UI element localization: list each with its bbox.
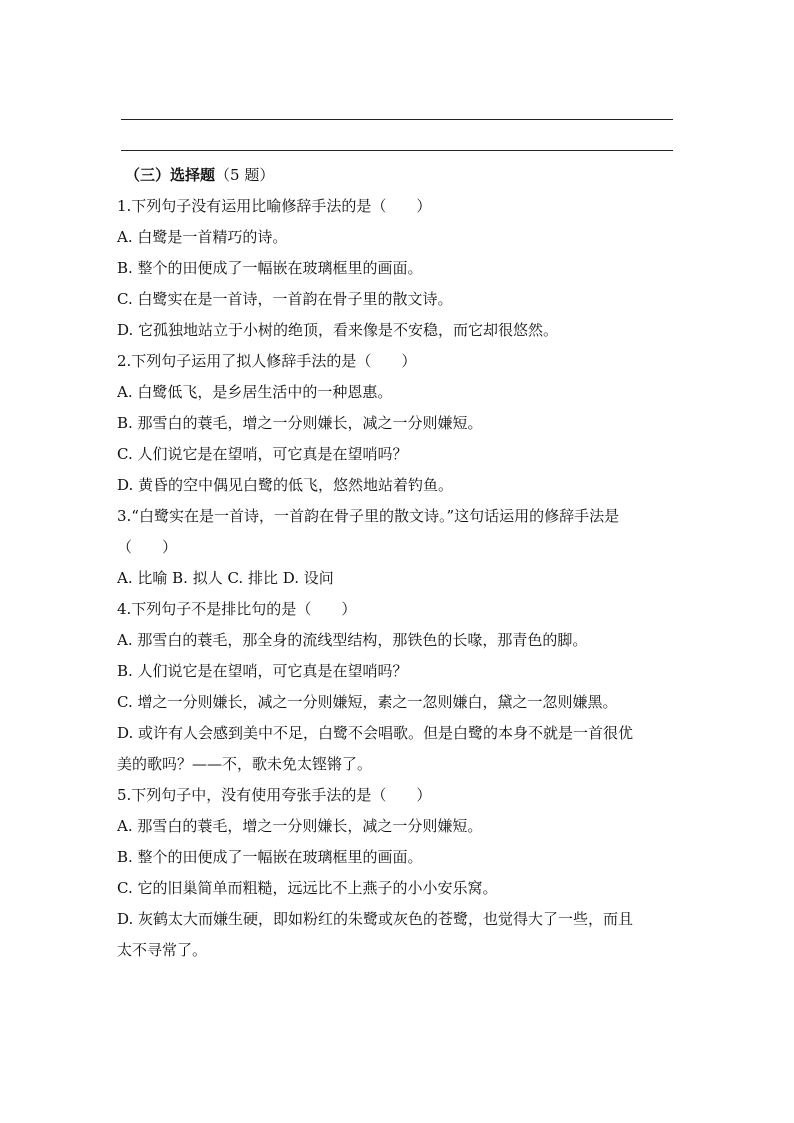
question-3-stem: 3.“白鹭实在是一首诗，一首韵在骨子里的散文诗。”这句话运用的修辞手法是 xyxy=(117,507,620,525)
section-heading xyxy=(117,160,677,191)
question-3-options[interactable]: A. 比喻 B. 拟人 C. 排比 D. 设问 xyxy=(117,569,334,587)
question-2-option-d[interactable]: D. 黄昏的空中偶见白鹭的低飞，悠然地站着钓鱼。 xyxy=(117,476,454,494)
worksheet-content xyxy=(117,160,677,966)
question-1-stem: 1.下列句子没有运用比喻修辞手法的是（ ） xyxy=(117,197,432,215)
question-5-option-d[interactable]: D. 灰鹤太大而嫌生硬，即如粉红的朱鹭或灰色的苍鹭，也觉得大了一些，而且 xyxy=(117,910,634,928)
question-2-stem: 2.下列句子运用了拟人修辞手法的是（ ） xyxy=(117,352,417,370)
second-rule-line xyxy=(121,150,673,151)
question-2-option-b[interactable]: B. 那雪白的蓑毛，增之一分则嫌长，减之一分则嫌短。 xyxy=(117,414,483,432)
question-5-option-c[interactable]: C. 它的旧巢简单而粗糙，远远比不上燕子的小小安乐窝。 xyxy=(117,879,498,897)
question-1-option-d[interactable]: D. 它孤独地站立于小树的绝顶，看来像是不安稳，而它却很悠然。 xyxy=(117,321,559,339)
question-5-stem: 5.下列句子中，没有使用夸张手法的是（ ） xyxy=(117,786,432,804)
question-5-option-a[interactable]: A. 那雪白的蓑毛，增之一分则嫌长，减之一分则嫌短。 xyxy=(117,817,483,835)
question-1-option-c[interactable]: C. 白鹭实在是一首诗，一首韵在骨子里的散文诗。 xyxy=(117,290,453,308)
question-4-option-d-continued: 美的歌吗？——不，歌未免太铿锵了。 xyxy=(117,755,373,773)
question-2-option-c[interactable]: C. 人们说它是在望哨，可它真是在望哨吗？ xyxy=(117,445,408,463)
question-4-option-a[interactable]: A. 那雪白的蓑毛，那全身的流线型结构，那铁色的长喙，那青色的脚。 xyxy=(117,631,588,649)
question-4-option-c[interactable]: C. 增之一分则嫌长，减之一分则嫌短，素之一忽则嫌白，黛之一忽则嫌黑。 xyxy=(117,693,618,711)
section-heading-title: 选择题 xyxy=(170,166,216,184)
question-1-option-b[interactable]: B. 整个的田便成了一幅嵌在玻璃框里的画面。 xyxy=(117,259,423,277)
question-4-option-b[interactable]: B. 人们说它是在望哨，可它真是在望哨吗？ xyxy=(117,662,408,680)
question-5-option-d-continued: 太不寻常了。 xyxy=(117,941,208,959)
question-3-stem-continued: （ ） xyxy=(117,538,178,556)
top-rule-line xyxy=(121,119,673,120)
question-4-stem: 4.下列句子不是排比句的是（ ） xyxy=(117,600,357,618)
section-heading-prefix: （三） xyxy=(125,166,171,184)
question-2-option-a[interactable]: A. 白鹭低飞，是乡居生活中的一种恩惠。 xyxy=(117,383,393,401)
question-1-option-a[interactable]: A. 白鹭是一首精巧的诗。 xyxy=(117,228,288,246)
question-5-option-b[interactable]: B. 整个的田便成了一幅嵌在玻璃框里的画面。 xyxy=(117,848,423,866)
question-4-option-d[interactable]: D. 或许有人会感到美中不足，白鹭不会唱歌。但是白鹭的本身不就是一首很优 xyxy=(117,724,634,742)
section-heading-count: （5 题） xyxy=(215,166,275,184)
